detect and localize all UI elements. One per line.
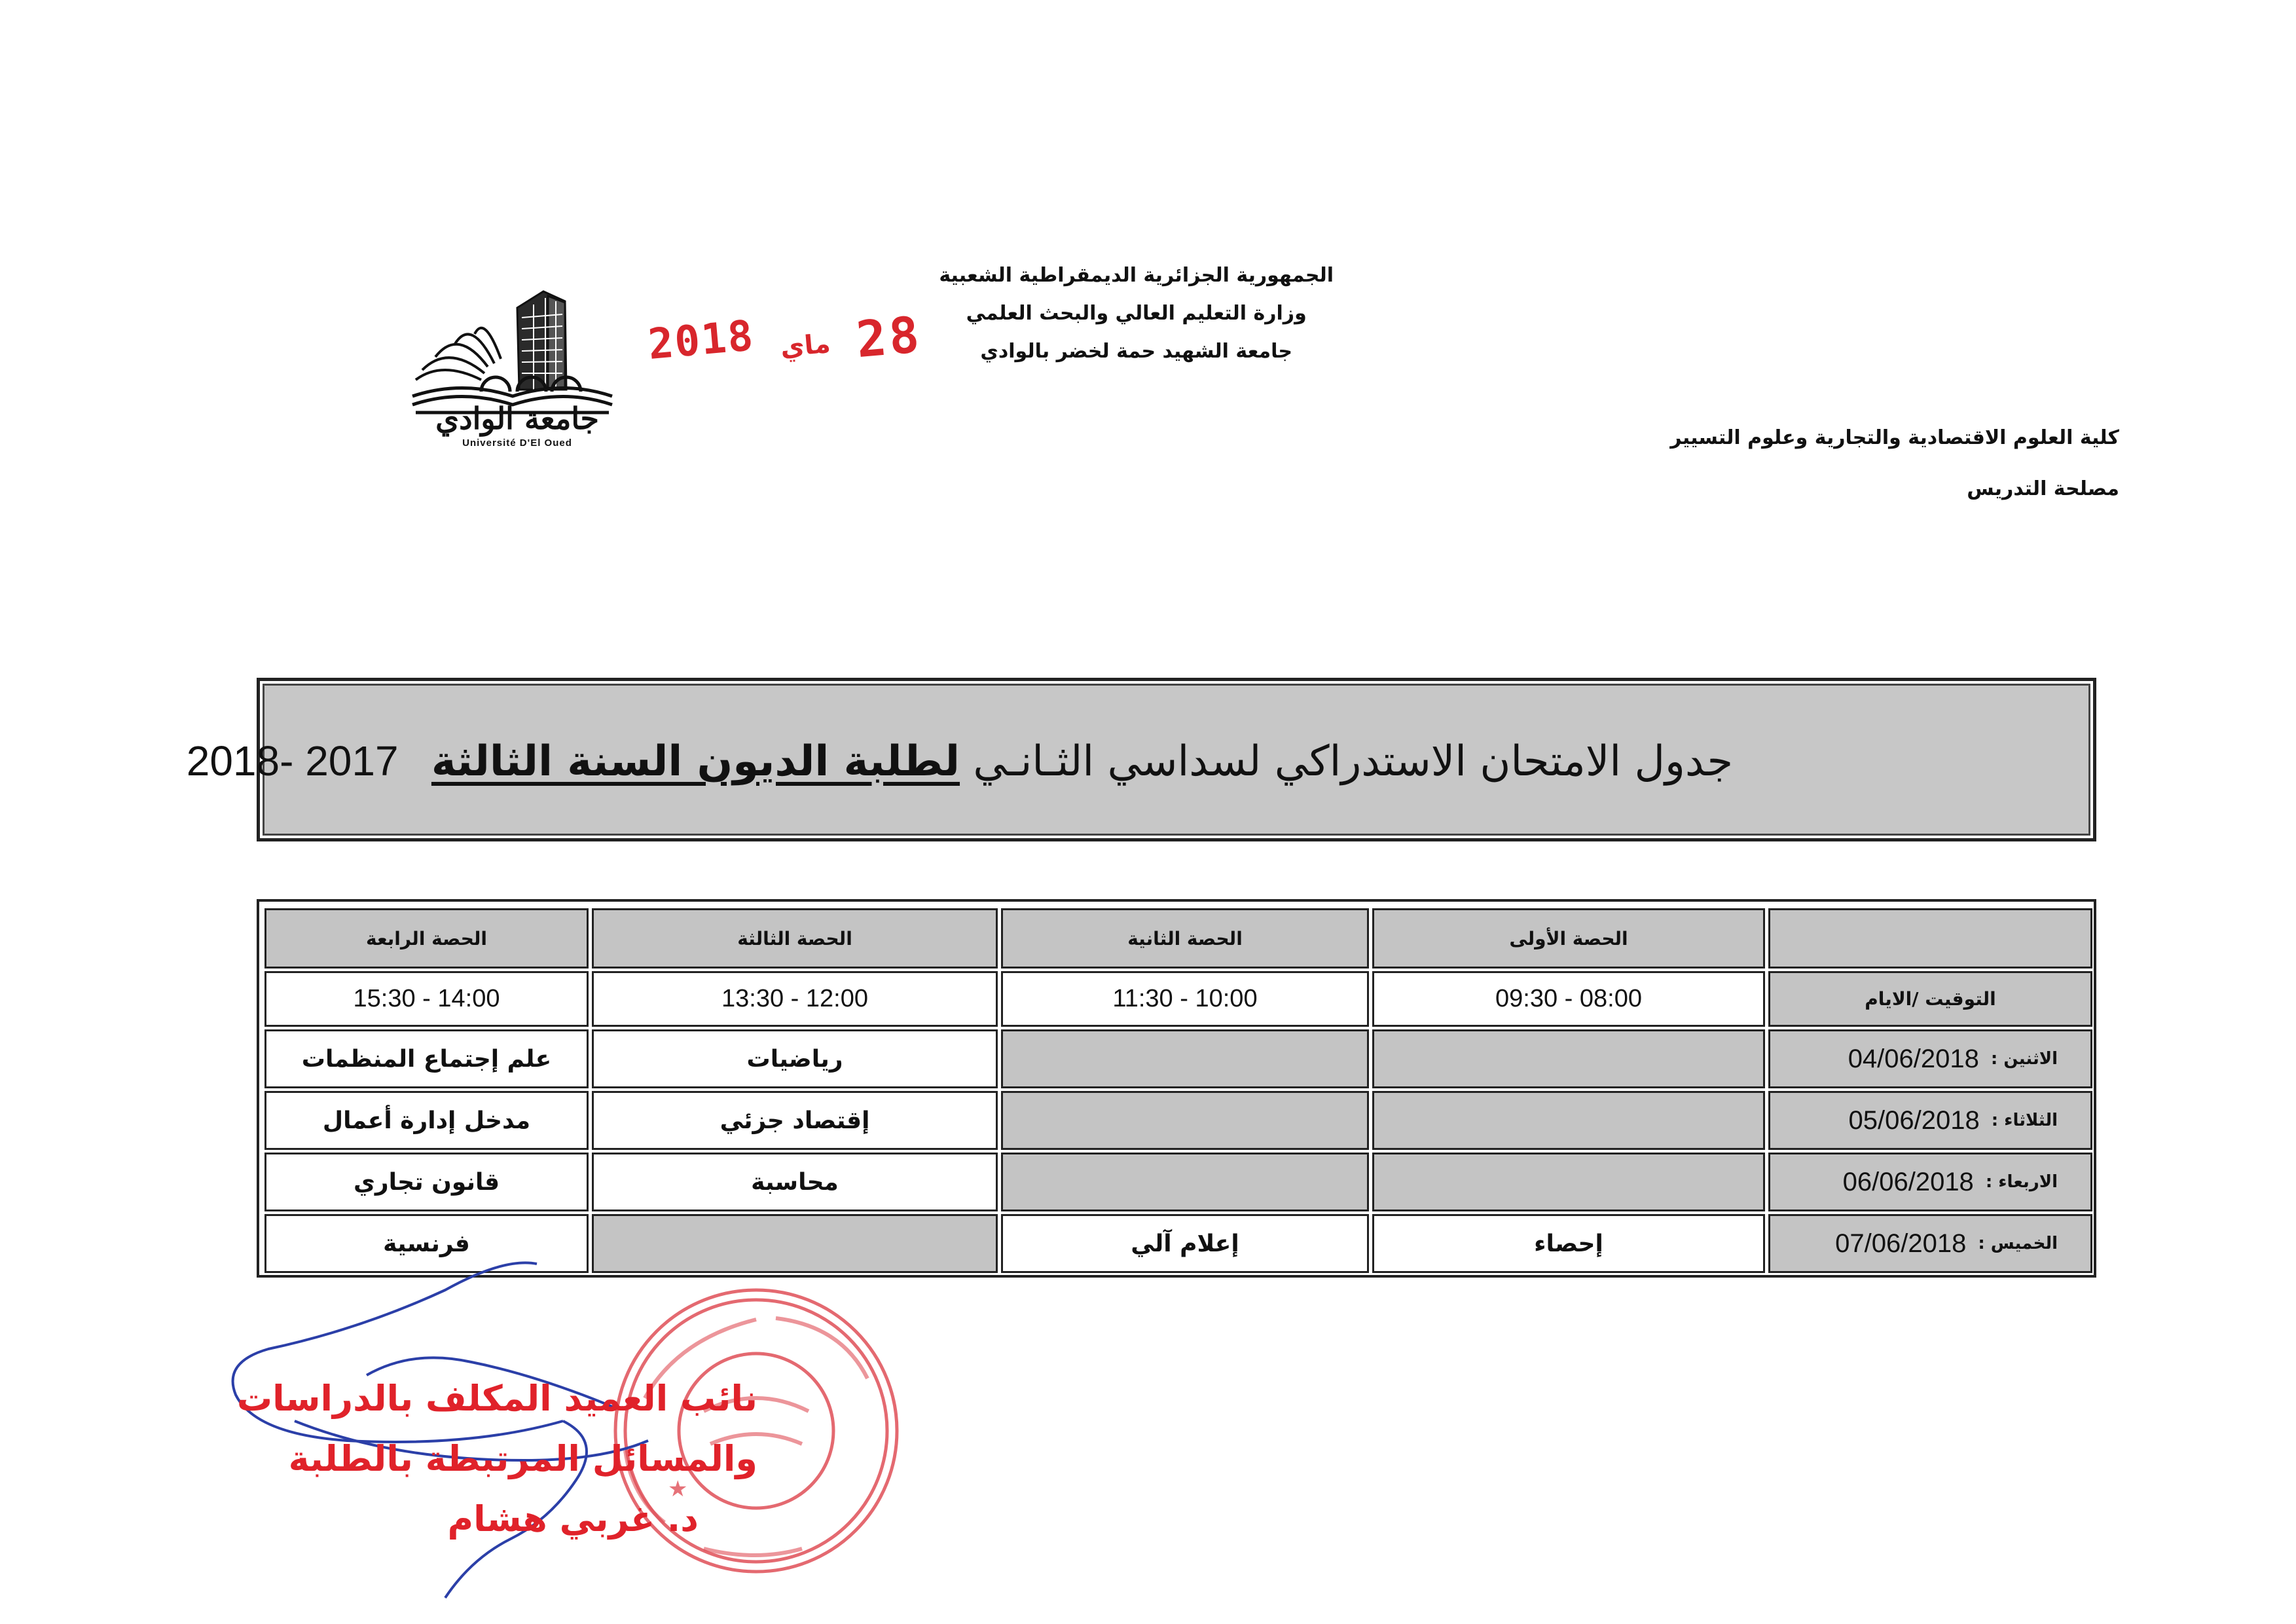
header-university: جامعة الشهيد حمة لخضر بالوادي [980, 340, 1292, 363]
logo-arabic-name: جامعة الوادي [435, 401, 599, 436]
day-name: الخميس : [1978, 1234, 2058, 1253]
date-year: 2018 [646, 312, 757, 369]
header-republic: الجمهورية الجزائرية الديمقراطية الشعبية [939, 264, 1334, 287]
title-year: 2017 -2018 [186, 737, 399, 784]
exam-cell [1372, 1029, 1765, 1088]
exam-cell [1372, 1091, 1765, 1150]
signature-name: د. غربي هشام [447, 1498, 699, 1540]
date-day: 28 [854, 304, 924, 369]
page-title [187, 737, 1733, 786]
svg-text:★: ★ [668, 1476, 688, 1502]
exam-cell: قانون تجاري [264, 1153, 589, 1211]
session-time-4: 14:00 - 15:30 [264, 971, 589, 1027]
session-time-1: 08:00 - 09:30 [1372, 971, 1765, 1027]
session-time-2: 10:00 - 11:30 [1001, 971, 1369, 1027]
session-time-3: 12:00 - 13:30 [592, 971, 998, 1027]
session-header-1: الحصة الأولى [1372, 908, 1765, 969]
exam-cell [1001, 1153, 1369, 1211]
exam-cell: محاسبة [592, 1153, 998, 1211]
header-ministry: وزارة التعليم العالي والبحث العلمي [966, 302, 1307, 325]
exam-cell [1372, 1153, 1765, 1211]
header-faculty-block [1670, 413, 2119, 515]
header-institution [939, 257, 1334, 371]
exam-cell: إقتصاد جزئي [592, 1091, 998, 1150]
exam-cell: رياضيات [592, 1029, 998, 1088]
day-label [1768, 1029, 2092, 1088]
title-target-group: لطلبة الديون السنة الثالثة [431, 737, 960, 786]
session-header-4: الحصة الرابعة [264, 908, 589, 969]
day-name: الثلاثاء : [1991, 1111, 2058, 1130]
day-date: 07/06/2018 [1835, 1228, 1967, 1258]
day-date: 06/06/2018 [1842, 1167, 1974, 1196]
day-label [1768, 1153, 2092, 1211]
day-date: 04/06/2018 [1848, 1044, 1979, 1073]
day-label [1768, 1091, 2092, 1150]
exam-cell [1001, 1029, 1369, 1088]
session-header-3: الحصة الثالثة [592, 908, 998, 969]
exam-cell: علم إجتماع المنظمات [264, 1029, 589, 1088]
logo-french-name: Université D'El Oued [462, 437, 572, 449]
day-name: الاثنين : [1990, 1049, 2058, 1069]
exam-cell: فرنسية [264, 1214, 589, 1273]
exam-cell: إعلام آلي [1001, 1214, 1369, 1273]
day-date: 05/06/2018 [1848, 1105, 1980, 1135]
session-header-2: الحصة الثانية [1001, 908, 1369, 969]
table-corner [1768, 908, 2092, 969]
exam-cell: إحصاء [1372, 1214, 1765, 1273]
day-label [1768, 1214, 2092, 1273]
signature-block [237, 1369, 757, 1549]
exam-schedule-table [257, 899, 2096, 1278]
date-stamp [646, 304, 924, 369]
exam-cell: مدخل إدارة أعمال [264, 1091, 589, 1150]
header-department: مصلحة التدريس [1967, 477, 2119, 500]
signature-subtitle: والمسائل المرتبطة بالطلبة [288, 1438, 757, 1479]
day-name: الاربعاء : [1985, 1172, 2058, 1192]
title-box [186, 678, 2096, 841]
signature-title: نائب العميد المكلف بالدراسات [236, 1378, 757, 1419]
title-prefix: جدول الامتحان الاستدراكي لسداسي الثـانـي [973, 737, 1733, 786]
header-faculty: كلية العلوم الاقتصادية والتجارية وعلوم التسيير [1670, 426, 2119, 449]
date-month: ماي [778, 328, 832, 363]
exam-cell [1001, 1091, 1369, 1150]
time-day-label: التوقيت /الايام [1768, 971, 2092, 1027]
